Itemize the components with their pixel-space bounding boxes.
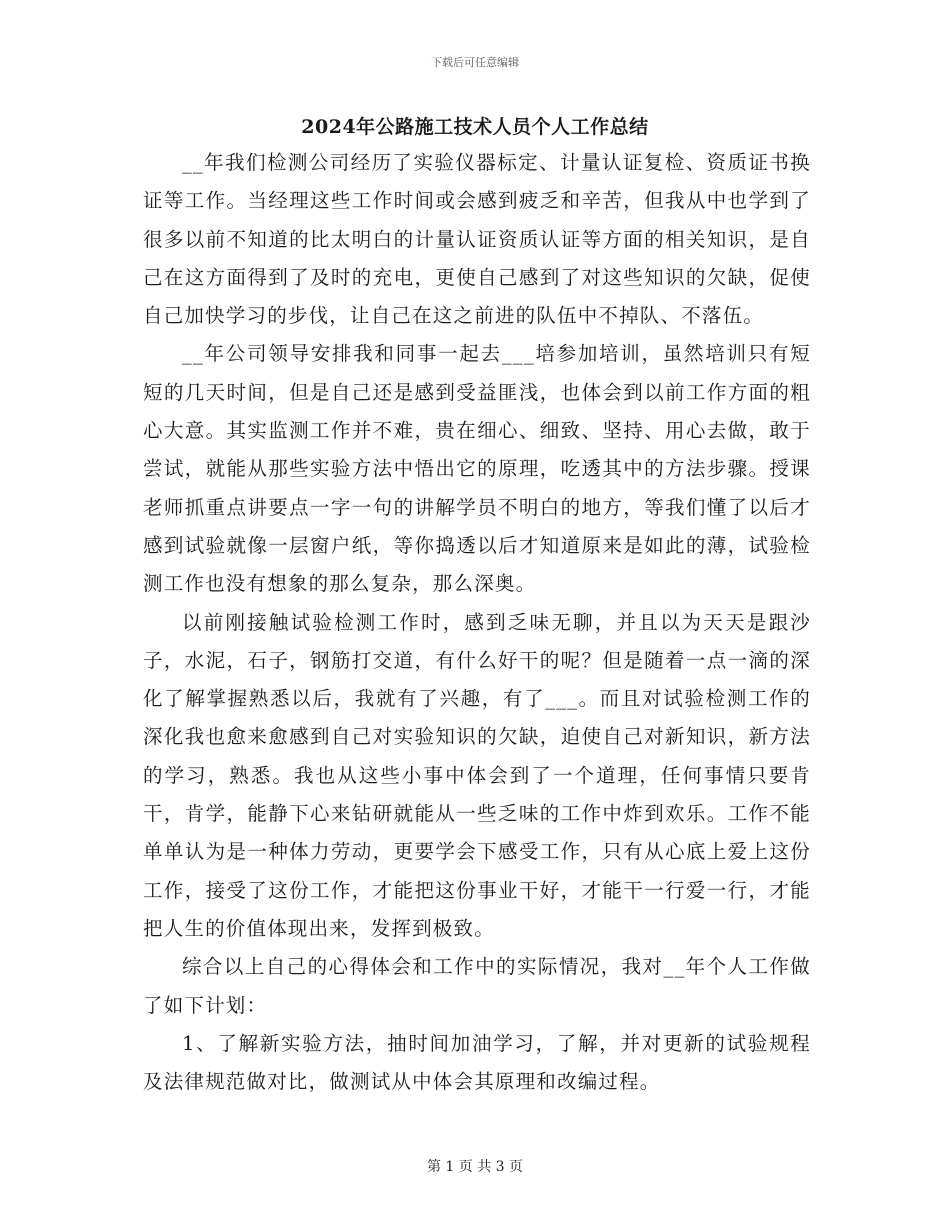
- page-header-note: 下载后可任意编辑: [431, 56, 519, 69]
- paragraph-4: 综合以上自己的心得体会和工作中的实际情况，我对__年个人工作做了如下计划：: [143, 955, 811, 1017]
- document-title: 2024年公路施工技术人员个人工作总结: [301, 116, 649, 138]
- document-body: [143, 144, 811, 1101]
- page-number-footer: 第 1 页 共 3 页: [426, 1159, 524, 1175]
- paragraph-5: 1、了解新实验方法，抽时间加油学习，了解，并对更新的试验规程及法律规范做对比，做测试从中体会其原理和改编过程。: [143, 1031, 811, 1094]
- paragraph-1: __年我们检测公司经历了实验仪器标定、计量认证复检、资质证书换证等工作。当经理这些工作时间或会感到疲乏和辛苦，但我从中也学到了很多以前不知道的比太明白的计量认证资质认证等方面的相关知识，是自己在这方面得到了及时的充电，更使自己感到了对这些知识的欠缺，促使自己加快学习的步伐，让自己在这之前进的队伍中不掉队、不落伍。: [143, 151, 811, 328]
- paragraph-2: __年公司领导安排我和同事一起去___培参加培训，虽然培训只有短短的几天时间，但是自己还是感到受益匪浅，也体会到以前工作方面的粗心大意。其实监测工作并不难，贵在细心、细致、坚持、用心去做，敢于尝试，就能从那些实验方法中悟出它的原理，吃透其中的方法步骤。授课老师抓重点讲要点一字一句的讲解学员不明白的地方，等我们懂了以后才感到试验就像一层窗户纸，等你捣透以后才知道原来是如此的薄，试验检测工作也没有想象的那么复杂，那么深奥。: [143, 342, 811, 596]
- paragraph-3: 以前刚接触试验检测工作时，感到乏味无聊，并且以为天天是跟沙子，水泥，石子，钢筋打交道，有什么好干的呢？但是随着一点一滴的深化了解掌握熟悉以后，我就有了兴趣，有了___。而且对试验检测工作的深化我也愈来愈感到自己对实验知识的欠缺，迫使自己对新知识，新方法的学习，熟悉。我也从这些小事中体会到了一个道理，任何事情只要肯干，肯学，能静下心来钻研就能从一些乏味的工作中炸到欢乐。工作不能单单认为是一种体力劳动，更要学会下感受工作，只有从心底上爱上这份工作，接受了这份工作，才能把这份事业干好，才能干一行爱一行，才能把人生的价值体现出来，发挥到极致。: [143, 610, 811, 940]
